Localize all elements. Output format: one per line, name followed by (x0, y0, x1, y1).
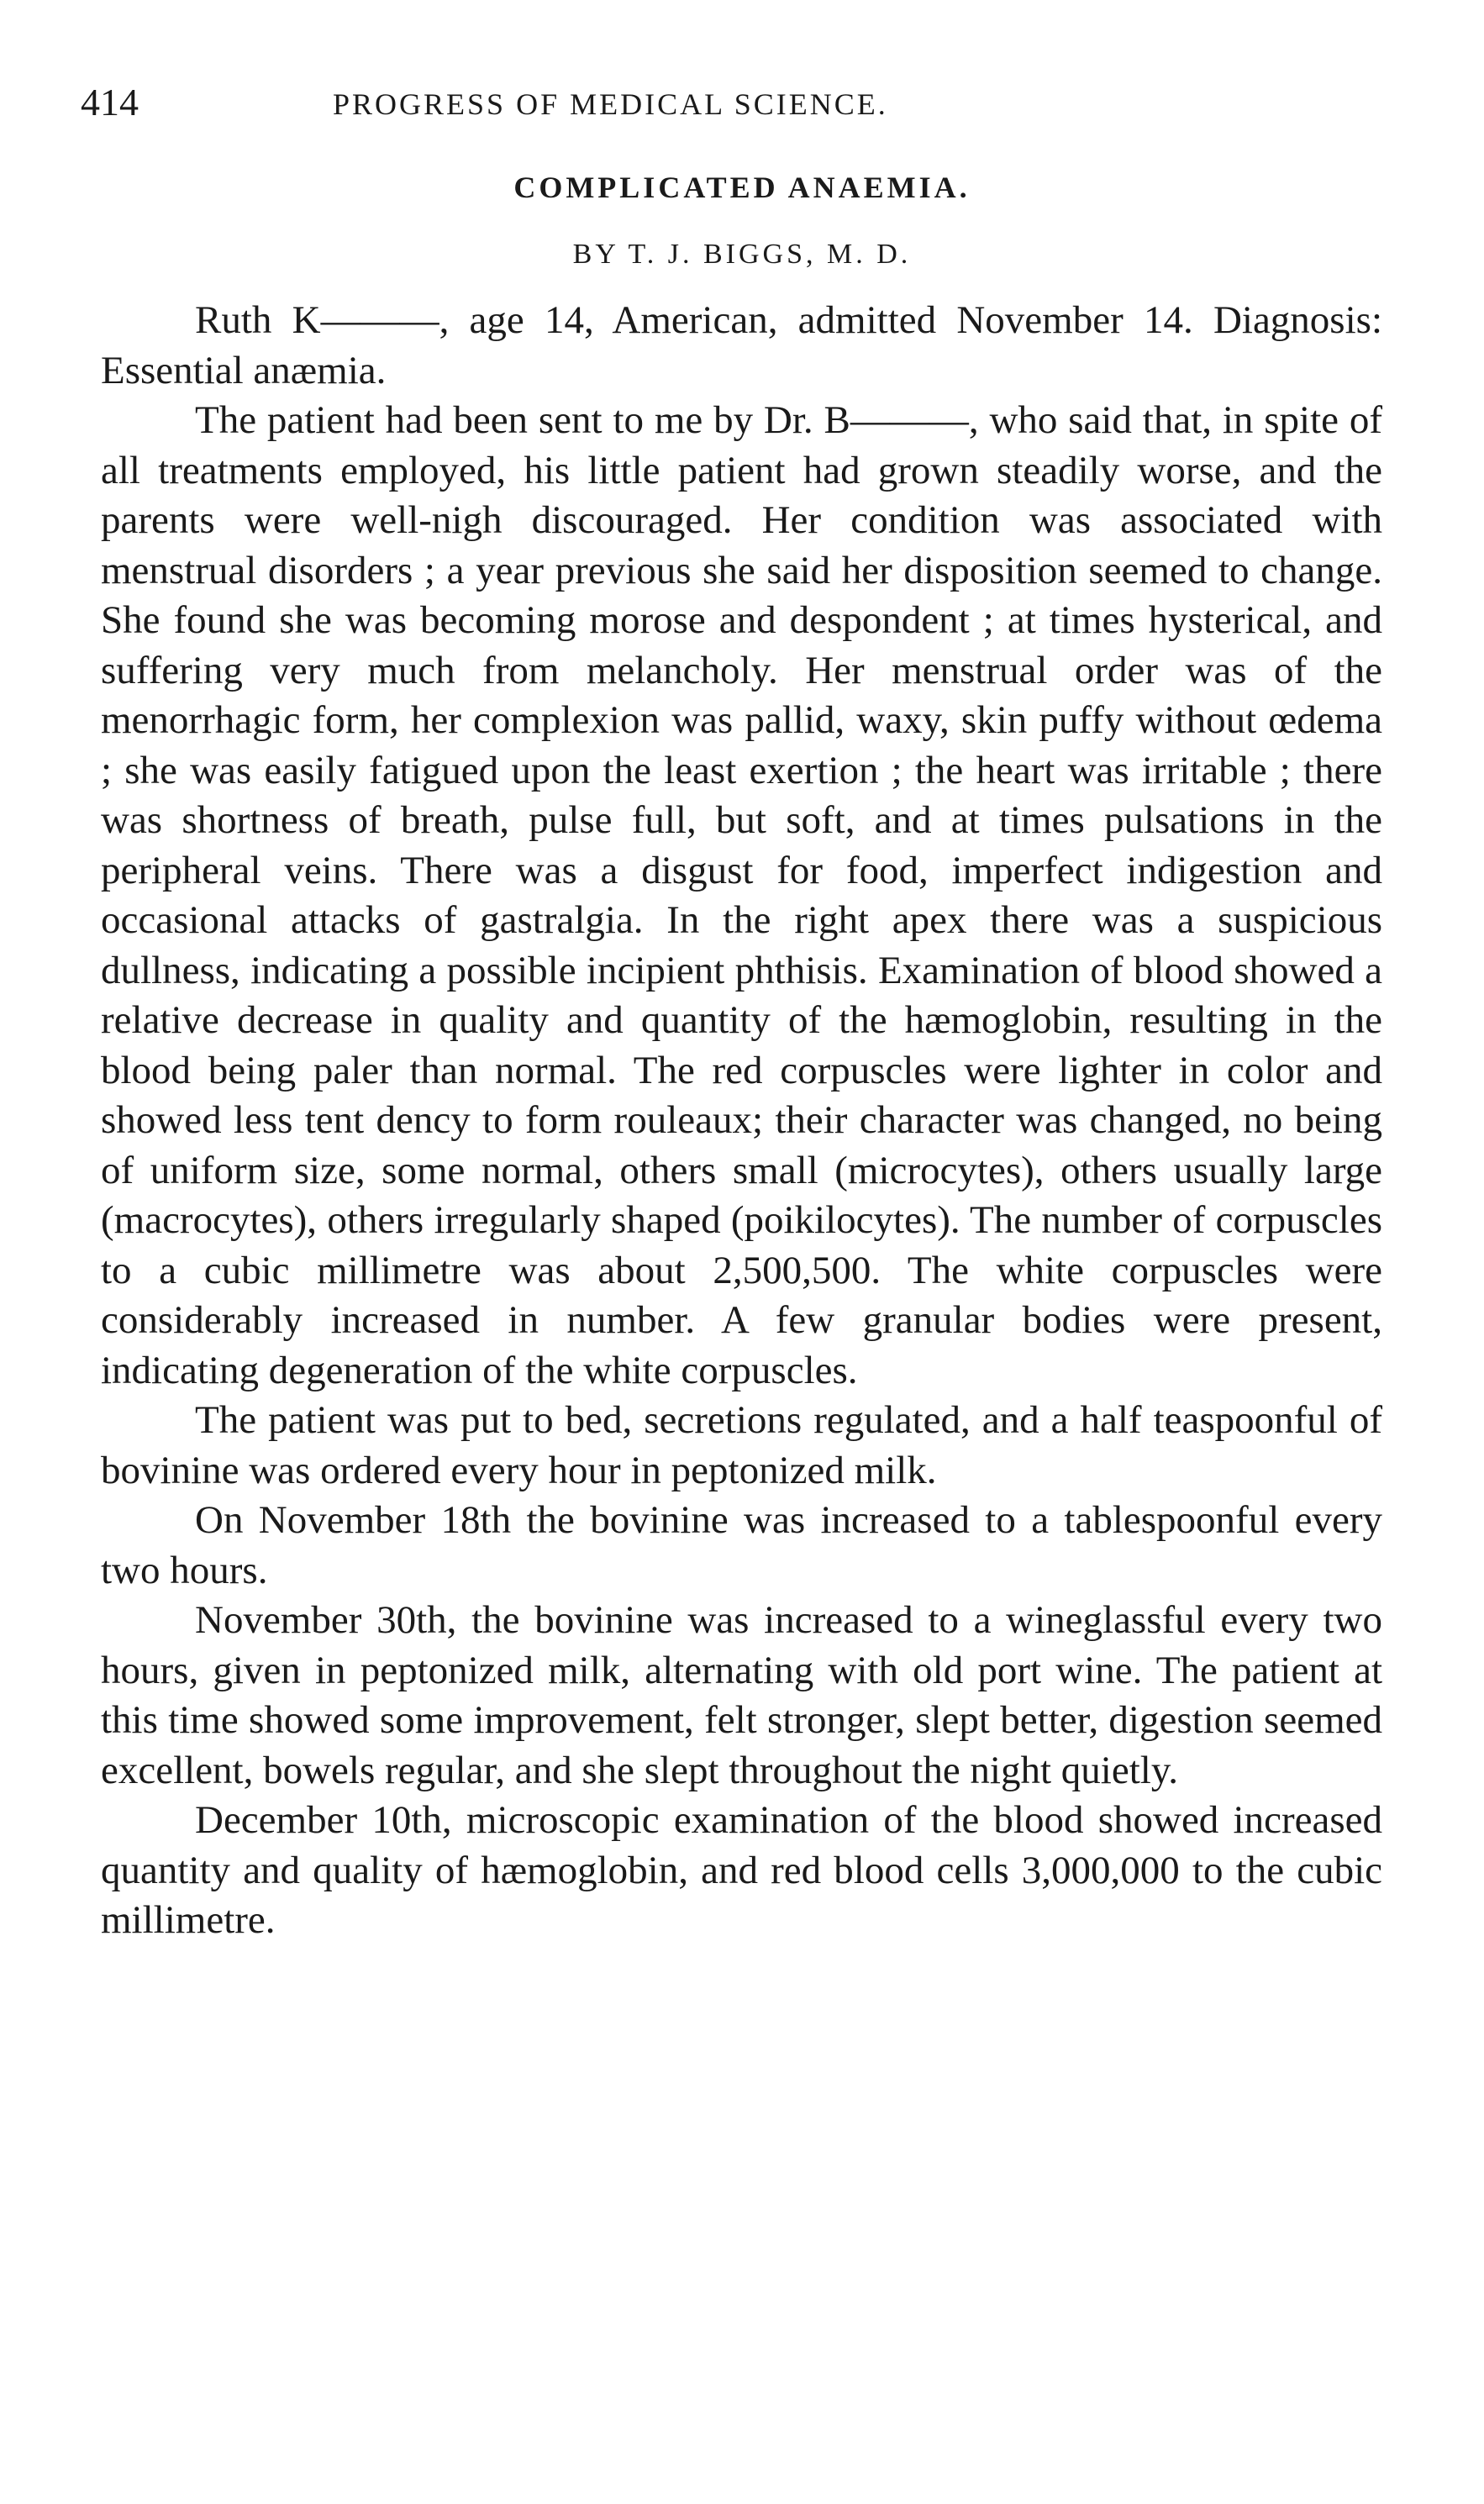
paragraph-history: The patient had been sent to me by Dr. B———, who said that, in spite of all treatments employed, his little patient had grown steadily worse, and the parents were well-nigh discouraged. Her condition was associated with menstrual disorders ; a year previous she said her disposition seemed to change. She found she was becoming morose and despondent ; at times hysterical, and suffering very much from melancholy. Her menstrual order was of the menorrhagic form, her complexion was pallid, waxy, skin puffy without œdema ; she was easily fatigued upon the least exertion ; the heart was irritable ; there was shortness of breath, pulse full, but soft, and at times pulsations in the peripheral veins. There was a disgust for food, imperfect indigestion and occasional attacks of gastralgia. In the right apex there was a suspicious dullness, indicating a possible incipient phthisis. Examination of blood showed a relative decrease in quality and quantity of the hæmoglobin, resulting in the blood being paler than normal. The red corpuscles were lighter in color and showed less tent dency to form rouleaux; their character was changed, no being of uniform size, some normal, others small (microcytes), others usually large (macrocytes), others irregularly shaped (poikilocytes). The number of corpuscles to a cubic millimetre was about 2,500,500. The white corpuscles were considerably increased in number. A few granular bodies were present, indicating degeneration of the white corpuscles. (101, 398, 1382, 1392)
article-body (101, 296, 1382, 1946)
paragraph-admission: Ruth K———, age 14, American, admitted November 14. Diagnosis: Essential anæmia. (101, 298, 1382, 392)
paragraph-november-30: November 30th, the bovinine was increased to a wineglassful every two hours, given in peptonized milk, alternating with old port wine. The patient at this time showed some improvement, felt stronger, slept better, digestion seemed excellent, bowels regular, and she slept throughout the night quietly. (101, 1598, 1382, 1792)
page-number: 414 (81, 81, 139, 124)
paragraph-treatment: The patient was put to bed, secretions regulated, and a half teaspoonful of bovinine was ordered every hour in peptonized milk. (101, 1398, 1382, 1492)
article-title: COMPLICATED ANAEMIA. (513, 171, 971, 204)
running-head (81, 77, 1392, 128)
paragraph-december-10: December 10th, microscopic examination of the blood showed increased quantity and quality of hæmoglobin, and red blood cells 3,000,000 to the cubic millimetre. (101, 1798, 1382, 1942)
article-byline: BY T. J. BIGGS, M. D. (572, 239, 912, 270)
paragraph-november-18: On November 18th the bovinine was increased to a tablespoonful every two hours. (101, 1498, 1382, 1592)
running-title: PROGRESS OF MEDICAL SCIENCE. (333, 87, 888, 121)
